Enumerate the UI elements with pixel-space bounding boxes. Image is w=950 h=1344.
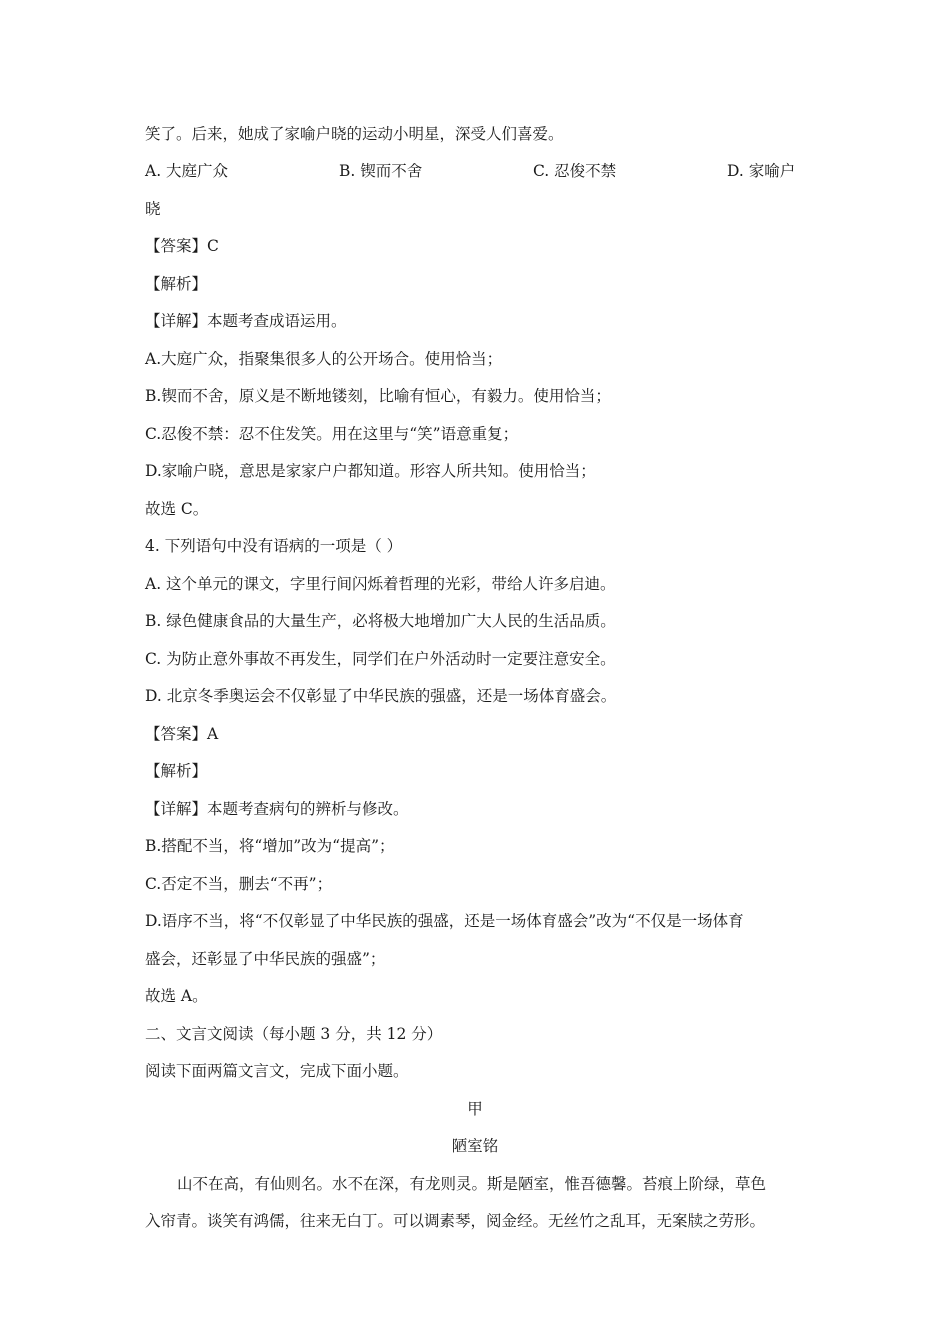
explanation-line: 【详解】本题考查成语运用。	[145, 312, 347, 330]
explanation-line: A.大庭广众，指聚集很多人的公开场合。使用恰当；	[145, 350, 503, 368]
explanation-line: B.搭配不当，将“增加”改为“提高”；	[145, 837, 395, 855]
option-b: B. 绿色健康食品的大量生产，必将极大地增加广大人民的生活品质。	[145, 612, 616, 630]
option-a: A. 大庭广众	[145, 162, 229, 180]
passage-line: 入帘青。谈笑有鸿儒，往来无白丁。可以调素琴，阅金经。无丝竹之乱耳，无案牍之劳形。	[145, 1212, 766, 1230]
instruction-line: 阅读下面两篇文言文，完成下面小题。	[145, 1062, 409, 1080]
question-4-stem: 4. 下列语句中没有语病的一项是（ ）	[145, 537, 403, 555]
explanation-line: B.锲而不舍，原义是不断地镂刻，比喻有恒心，有毅力。使用恰当；	[145, 387, 611, 405]
analysis-label: 【解析】	[145, 275, 208, 293]
conclusion-line: 故选 C。	[145, 500, 209, 518]
conclusion-line: 故选 A。	[145, 987, 208, 1005]
option-d: D. 家喻户	[727, 162, 796, 180]
explanation-line: D.家喻户晓，意思是家家户户都知道。形容人所共知。使用恰当；	[145, 462, 596, 480]
explanation-line: 【详解】本题考查病句的辨析与修改。	[145, 800, 409, 818]
option-b: B. 锲而不舍	[339, 162, 423, 180]
explanation-line: D.语序不当，将“不仅彰显了中华民族的强盛，还是一场体育盛会”改为“不仅是一场体育	[145, 912, 744, 930]
option-c: C. 为防止意外事故不再发生，同学们在户外活动时一定要注意安全。	[145, 650, 616, 668]
passage-line: 山不在高，有仙则名。水不在深，有龙则灵。斯是陋室，惟吾德馨。苔痕上阶绿，草色	[177, 1175, 767, 1193]
text-line: 晓	[145, 200, 161, 218]
option-a: A. 这个单元的课文，字里行间闪烁着哲理的光彩，带给人许多启迪。	[145, 575, 616, 593]
passage-label: 甲	[467, 1100, 483, 1118]
analysis-label: 【解析】	[145, 762, 208, 780]
answer-label: 【答案】A	[145, 725, 219, 743]
explanation-line: C.否定不当，删去“不再”；	[145, 875, 333, 893]
explanation-line: 盛会，还彰显了中华民族的强盛”；	[145, 950, 386, 968]
section-heading: 二、文言文阅读（每小题 3 分，共 12 分）	[145, 1025, 443, 1043]
text-line: 笑了。后来，她成了家喻户晓的运动小明星，深受人们喜爱。	[145, 125, 564, 143]
answer-label: 【答案】C	[145, 237, 219, 255]
option-c: C. 忍俊不禁	[533, 162, 617, 180]
explanation-line: C.忍俊不禁：忍不住发笑。用在这里与“笑”语意重复；	[145, 425, 519, 443]
option-d: D. 北京冬季奥运会不仅彰显了中华民族的强盛，还是一场体育盛会。	[145, 687, 617, 705]
passage-title: 陋室铭	[451, 1137, 499, 1155]
